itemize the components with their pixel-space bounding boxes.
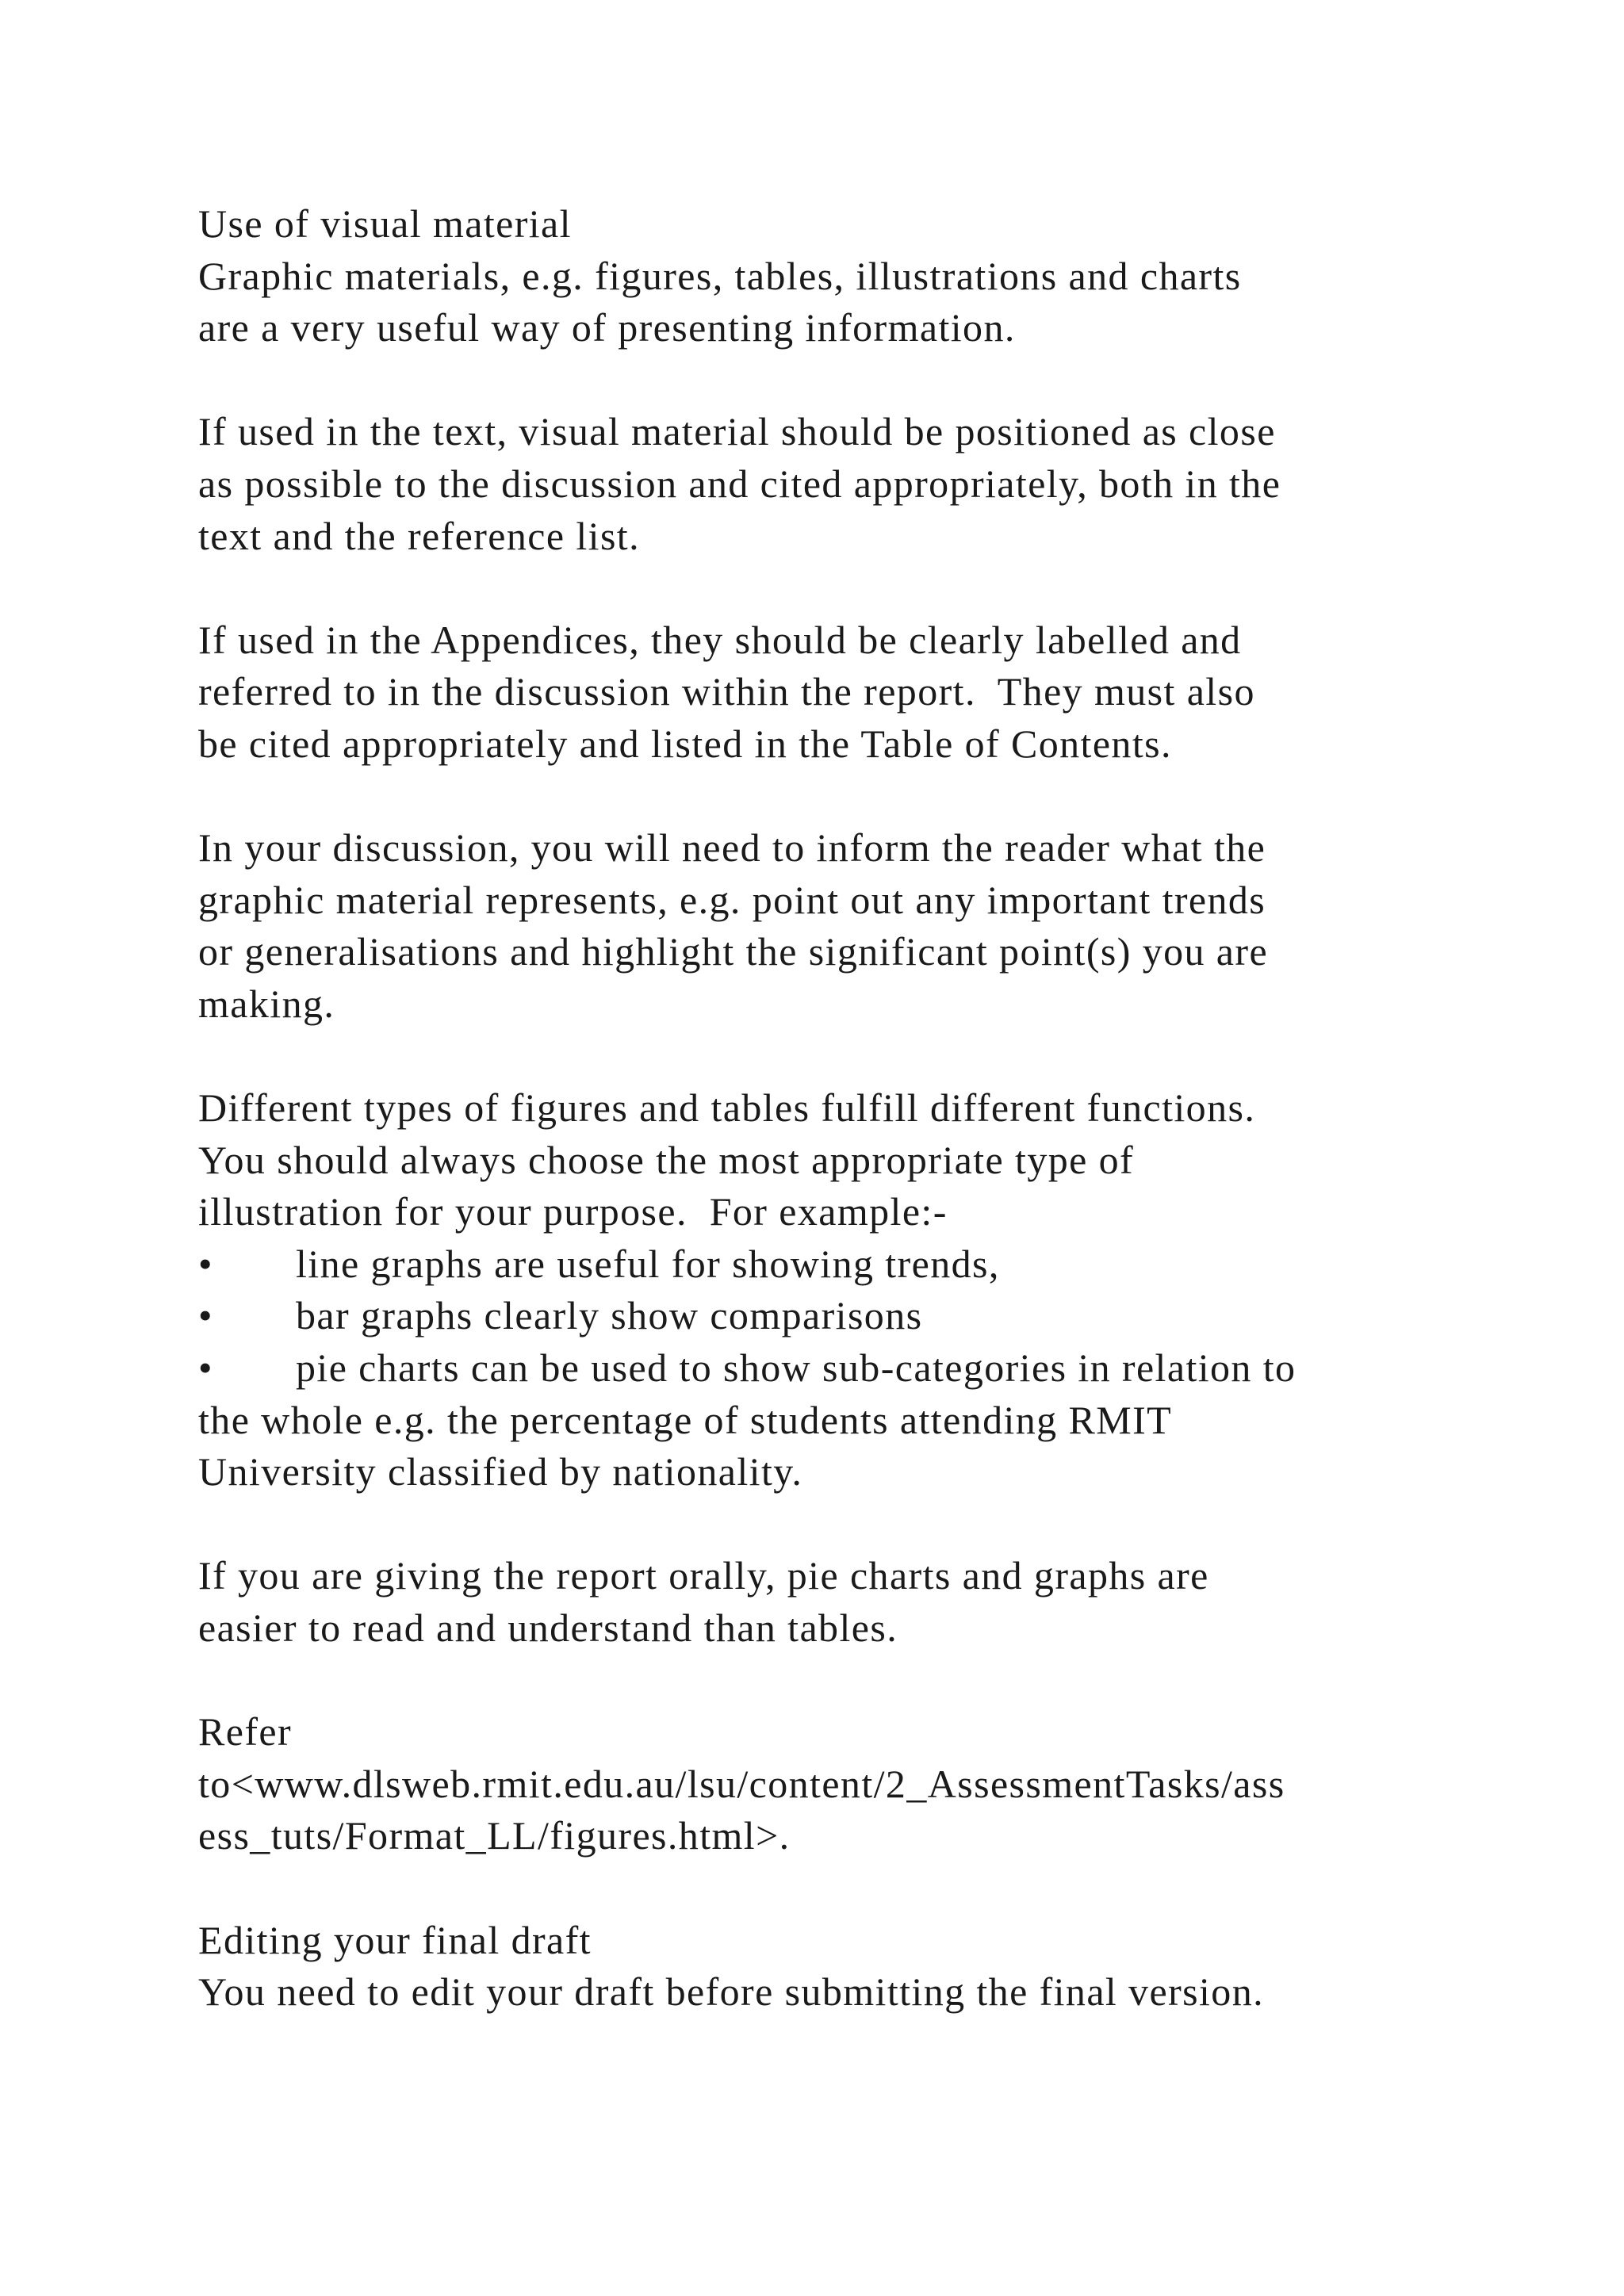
paragraph-line: Different types of figures and tables fulfill different functions. [198, 1085, 1256, 1131]
paragraph-line: as possible to the discussion and cited appropriately, both in the [198, 461, 1281, 506]
paragraph-line: In your discussion, you will need to inform the reader what the [198, 825, 1266, 871]
paragraph-line: illustration for your purpose. For example:- [198, 1189, 948, 1234]
reference-url-line: to<www.dlsweb.rmit.edu.au/lsu/content/2_AssessmentTasks/ass [198, 1761, 1285, 1806]
paragraph-line: You should always choose the most appropriate type of [198, 1137, 1135, 1182]
paragraph-line: text and the reference list. [198, 513, 640, 558]
list-item-text: bar graphs clearly show comparisons [296, 1293, 923, 1338]
bullet-icon: • [198, 1293, 213, 1338]
paragraph-spacer [198, 1862, 1546, 1915]
paragraph-line: If used in the text, visual material should be positioned as close [198, 409, 1276, 454]
paragraph-line: graphic material represents, e.g. point out any important trends [198, 877, 1266, 922]
list-item-text: line graphs are useful for showing trends, [296, 1241, 1000, 1286]
paragraph-line: Refer [198, 1709, 293, 1755]
paragraph-line: making. [198, 981, 335, 1026]
paragraph-line: You need to edit your draft before submitting the final version. [198, 1969, 1264, 2015]
paragraph-spacer [198, 1655, 1546, 1707]
paragraph-spacer [198, 562, 1546, 614]
paragraph-line: or generalisations and highlight the significant point(s) you are [198, 929, 1269, 974]
section-heading-visual-material: Use of visual material [198, 201, 572, 246]
paragraph-line: If used in the Appendices, they should be clearly labelled and [198, 617, 1242, 662]
paragraph-line: Graphic materials, e.g. figures, tables, illustrations and charts [198, 253, 1242, 298]
list-item [198, 1342, 1546, 1395]
document-page [198, 198, 1546, 2019]
paragraph-spacer [198, 1031, 1546, 1083]
reference-url-line: ess_tuts/Format_LL/figures.html>. [198, 1813, 791, 1858]
list-item [198, 1238, 1546, 1291]
paragraph-line: are a very useful way of presenting information. [198, 305, 1016, 350]
paragraph-line: If you are giving the report orally, pie charts and graphs are [198, 1553, 1209, 1598]
bullet-icon: • [198, 1241, 213, 1286]
list-item-continuation: the whole e.g. the percentage of students attending RMIT [198, 1397, 1173, 1442]
paragraph-spacer [198, 1498, 1546, 1551]
section-heading-editing: Editing your final draft [198, 1917, 592, 1962]
paragraph-line: referred to in the discussion within the report. They must also [198, 669, 1255, 714]
bullet-icon: • [198, 1345, 213, 1391]
paragraph-spacer [198, 771, 1546, 823]
paragraph-spacer [198, 354, 1546, 407]
list-item [198, 1290, 1546, 1342]
list-item-text: pie charts can be used to show sub-categories in relation to [296, 1345, 1297, 1391]
paragraph-line: be cited appropriately and listed in the Table of Contents. [198, 721, 1172, 766]
paragraph-line: easier to read and understand than tables. [198, 1605, 898, 1651]
list-item-continuation: University classified by nationality. [198, 1449, 803, 1494]
